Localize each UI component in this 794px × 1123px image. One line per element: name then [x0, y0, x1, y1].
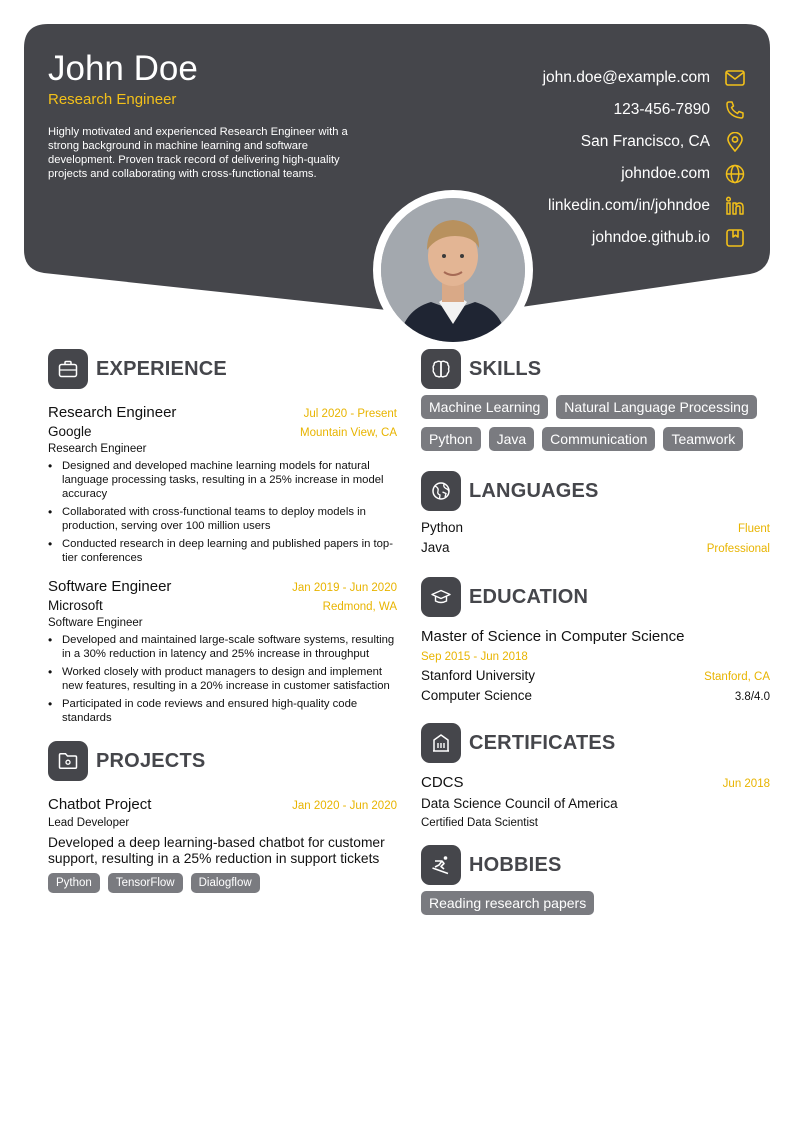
job-dates: Jan 2019 - Jun 2020 [292, 582, 397, 594]
contact-email-text[interactable]: john.doe@example.com [542, 69, 710, 86]
skill-tag: Natural Language Processing [556, 395, 756, 419]
profile-photo [381, 198, 525, 342]
languages-title: LANGUAGES [469, 479, 599, 502]
language-globe-icon [421, 471, 461, 511]
language-level: Fluent [738, 523, 770, 535]
education-gpa: 3.8/4.0 [734, 691, 770, 703]
certificate-issuer: Data Science Council of America [421, 796, 618, 811]
contact-location [430, 126, 770, 158]
certificates-header [421, 723, 770, 763]
skier-icon [421, 845, 461, 885]
languages-list [421, 519, 770, 559]
job-bullet: • Participated in code reviews and ensured high-quality code standards [48, 697, 397, 725]
project-tag: Python [48, 873, 100, 893]
contact-linkedin-text[interactable]: linkedin.com/in/johndoe [548, 197, 710, 214]
hobbies-title: HOBBIES [469, 853, 562, 876]
project-tags [48, 873, 397, 893]
hobby-tag: Reading research papers [421, 891, 594, 915]
job-bullet: • Collaborated with cross-functional teams to deploy models in production, serving over 100 million users [48, 505, 397, 533]
hobbies-tags [421, 891, 770, 915]
skill-tag: Java [489, 427, 535, 451]
projects-header [48, 741, 397, 781]
project-tag: TensorFlow [108, 873, 183, 893]
job-position: Software Engineer [48, 617, 143, 629]
experience-entry [48, 577, 397, 725]
project-entry [48, 795, 397, 893]
language-level: Professional [706, 543, 770, 555]
job-location: Redmond, WA [322, 601, 397, 613]
education-header [421, 577, 770, 617]
job-bullet: • Designed and developed machine learning models for natural language processing tasks, resulting in a 25% increase in model accuracy [48, 459, 397, 501]
skill-tag: Communication [542, 427, 655, 451]
education-dates: Sep 2015 - Jun 2018 [421, 651, 528, 663]
education-school: Stanford University [421, 668, 536, 683]
education-field: Computer Science [421, 688, 533, 703]
certificate-entry [421, 773, 770, 831]
language-name: Python [421, 520, 464, 535]
mail-icon [724, 67, 746, 89]
certificate-name: CDCS [421, 774, 464, 791]
education-location: Stanford, CA [704, 671, 770, 683]
graduation-cap-icon [421, 577, 461, 617]
contact-github-text[interactable]: johndoe.github.io [591, 229, 710, 246]
certificates-title: CERTIFICATES [469, 731, 616, 754]
job-company: Microsoft [48, 598, 103, 613]
certificate-full-name: Certified Data Scientist [421, 817, 538, 829]
certificate-date: Jun 2018 [722, 778, 770, 790]
job-position: Research Engineer [48, 443, 147, 455]
project-role: Lead Developer [48, 817, 130, 829]
right-column [421, 349, 770, 915]
skill-tag: Machine Learning [421, 395, 548, 419]
education-entry [421, 627, 770, 707]
project-dates: Jan 2020 - Jun 2020 [292, 800, 397, 812]
contact-location-text: San Francisco, CA [580, 133, 710, 150]
skills-tags [421, 395, 770, 451]
job-location: Mountain View, CA [300, 427, 397, 439]
experience-header [48, 349, 397, 389]
contact-phone-text[interactable]: 123-456-7890 [613, 101, 710, 118]
globe-icon [724, 163, 746, 185]
skills-header [421, 349, 770, 389]
job-bullets [48, 459, 397, 565]
projects-title: PROJECTS [96, 749, 206, 772]
contact-email[interactable] [430, 62, 770, 94]
linkedin-icon [724, 195, 746, 217]
job-title: Research Engineer [48, 404, 177, 421]
candidate-name: John Doe [48, 49, 198, 88]
project-tag: Dialogflow [191, 873, 260, 893]
bookmark-icon [724, 227, 746, 249]
job-bullet: • Developed and maintained large-scale software systems, resulting in a 30% reduction in latency and 25% increase in throughput [48, 633, 397, 661]
briefcase-icon [48, 349, 88, 389]
folder-icon [48, 741, 88, 781]
language-row [421, 519, 770, 539]
experience-entry [48, 403, 397, 565]
job-bullet: • Conducted research in deep learning and published papers in top-tier conferences [48, 537, 397, 565]
project-description: Developed a deep learning-based chatbot for customer support, resulting in a 25% reduction in support tickets [48, 835, 385, 866]
job-company: Google [48, 424, 92, 439]
education-title: EDUCATION [469, 585, 589, 608]
candidate-role: Research Engineer [48, 91, 177, 108]
brain-icon [421, 349, 461, 389]
job-bullet: • Worked closely with product managers to design and implement new features, resulting in a 20% increase in customer satisfaction [48, 665, 397, 693]
experience-title: EXPERIENCE [96, 357, 227, 380]
contact-website-text[interactable]: johndoe.com [621, 165, 710, 182]
profile-summary: Highly motivated and experienced Research Engineer with a strong background in machine learning and software development. Proven track record of delivering high-quality projects and collaborating with cross-functional teams. [48, 126, 348, 180]
education-degree: Master of Science in Computer Science [421, 628, 685, 645]
phone-icon [724, 99, 746, 121]
skill-tag: Teamwork [663, 427, 743, 451]
skill-tag: Python [421, 427, 481, 451]
skills-title: SKILLS [469, 357, 542, 380]
contact-website[interactable] [430, 158, 770, 190]
languages-header [421, 471, 770, 511]
project-title: Chatbot Project [48, 796, 152, 813]
language-name: Java [421, 540, 450, 555]
location-pin-icon [724, 131, 746, 153]
institution-icon [421, 723, 461, 763]
left-column [48, 349, 397, 893]
hobbies-header [421, 845, 770, 885]
language-row [421, 539, 770, 559]
contact-phone[interactable] [430, 94, 770, 126]
job-bullets [48, 633, 397, 725]
job-dates: Jul 2020 - Present [303, 408, 397, 420]
job-title: Software Engineer [48, 578, 172, 595]
